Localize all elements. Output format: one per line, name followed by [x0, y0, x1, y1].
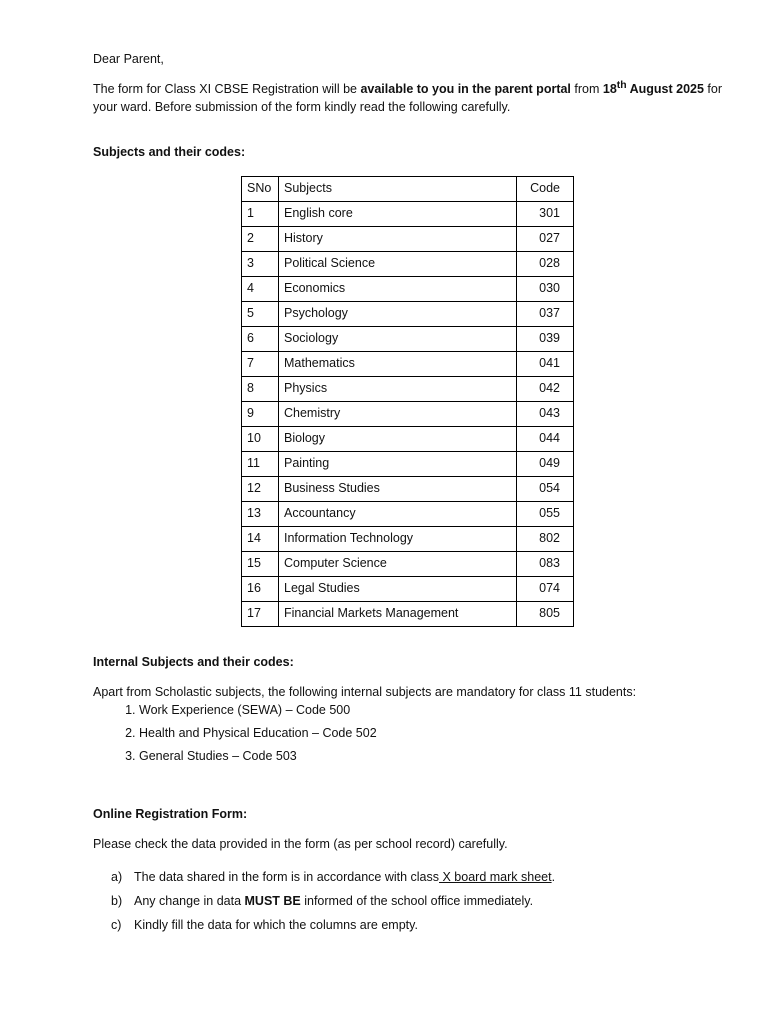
cell-code: 802 [517, 526, 574, 551]
cell-sno: 16 [242, 576, 279, 601]
cell-sno: 11 [242, 451, 279, 476]
intro-date [603, 82, 704, 96]
cell-sno: 10 [242, 426, 279, 451]
cell-code: 049 [517, 451, 574, 476]
table-row [242, 401, 574, 426]
greeting: Dear Parent, [93, 52, 164, 66]
table-row [242, 476, 574, 501]
list-item: 2. Health and Physical Education – Code 502 [139, 724, 733, 742]
cell-code: 055 [517, 501, 574, 526]
cell-subject: Economics [279, 276, 517, 301]
table-row [242, 451, 574, 476]
cell-subject: Biology [279, 426, 517, 451]
cell-code: 083 [517, 551, 574, 576]
list-item [111, 892, 733, 910]
letter-page [93, 50, 733, 940]
date-rest: August 2025 [626, 82, 704, 97]
column-header-subjects: Subjects [279, 176, 517, 201]
list-item [111, 868, 733, 886]
internal-subjects-list [93, 701, 733, 765]
list-text [134, 868, 555, 886]
cell-code: 044 [517, 426, 574, 451]
cell-code: 074 [517, 576, 574, 601]
internal-intro: Apart from Scholastic subjects, the following internal subjects are mandatory for class 11 students: [93, 684, 637, 699]
intro-text-3: for your ward. Before submission of the form kindly read the following carefully. [93, 82, 723, 115]
text-segment: . [551, 869, 556, 884]
table-row [242, 226, 574, 251]
table-row [242, 351, 574, 376]
cell-sno: 9 [242, 401, 279, 426]
cell-sno: 2 [242, 226, 279, 251]
cell-sno: 4 [242, 276, 279, 301]
cell-subject: Information Technology [279, 526, 517, 551]
online-form-heading: Online Registration Form: [93, 807, 248, 822]
cell-sno: 14 [242, 526, 279, 551]
date-suffix: th [616, 80, 627, 92]
list-item [111, 916, 733, 934]
cell-code: 042 [517, 376, 574, 401]
table-header-row [242, 176, 574, 201]
cell-sno: 6 [242, 326, 279, 351]
underlined-text: X board mark sheet [439, 869, 552, 884]
cell-sno: 13 [242, 501, 279, 526]
column-header-code: Code [517, 176, 574, 201]
list-text [134, 892, 533, 910]
online-form-intro: Please check the data provided in the form (as per school record) carefully. [93, 837, 508, 852]
online-form-checklist [93, 868, 733, 934]
list-item: 3. General Studies – Code 503 [139, 747, 733, 765]
cell-subject: Computer Science [279, 551, 517, 576]
table-row [242, 201, 574, 226]
table-row [242, 526, 574, 551]
list-item: 1. Work Experience (SEWA) – Code 500 [139, 701, 733, 719]
cell-subject: History [279, 226, 517, 251]
subjects-heading: Subjects and their codes: [93, 144, 246, 159]
table-row [242, 276, 574, 301]
internal-heading: Internal Subjects and their codes: [93, 654, 294, 669]
table-row [242, 251, 574, 276]
cell-subject: Legal Studies [279, 576, 517, 601]
subjects-table [241, 176, 574, 627]
list-text: Kindly fill the data for which the columns are empty. [134, 917, 418, 932]
date-day: 18 [602, 82, 617, 97]
list-marker: c) [111, 917, 122, 932]
cell-code: 301 [517, 201, 574, 226]
table-row [242, 601, 574, 626]
cell-sno: 7 [242, 351, 279, 376]
cell-subject: English core [279, 201, 517, 226]
cell-code: 039 [517, 326, 574, 351]
cell-code: 027 [517, 226, 574, 251]
table-row [242, 426, 574, 451]
cell-sno: 8 [242, 376, 279, 401]
subjects-table-body [242, 201, 574, 626]
cell-subject: Psychology [279, 301, 517, 326]
cell-subject: Business Studies [279, 476, 517, 501]
cell-subject: Physics [279, 376, 517, 401]
cell-code: 028 [517, 251, 574, 276]
cell-subject: Painting [279, 451, 517, 476]
table-row [242, 551, 574, 576]
cell-code: 041 [517, 351, 574, 376]
cell-code: 043 [517, 401, 574, 426]
cell-subject: Accountancy [279, 501, 517, 526]
table-row [242, 501, 574, 526]
text-segment: informed of the school office immediately. [300, 893, 534, 908]
cell-subject: Financial Markets Management [279, 601, 517, 626]
cell-code: 037 [517, 301, 574, 326]
list-marker: b) [111, 893, 123, 908]
table-row [242, 301, 574, 326]
table-row [242, 376, 574, 401]
column-header-sno: SNo [242, 176, 279, 201]
cell-sno: 5 [242, 301, 279, 326]
cell-subject: Sociology [279, 326, 517, 351]
text-segment: The data shared in the form is in accordance with class [134, 869, 440, 884]
table-row [242, 326, 574, 351]
list-marker: a) [111, 869, 123, 884]
intro-bold-portal: available to you in the parent portal [360, 82, 571, 97]
intro-text-2: from [570, 82, 603, 97]
cell-subject: Political Science [279, 251, 517, 276]
cell-sno: 12 [242, 476, 279, 501]
cell-code: 030 [517, 276, 574, 301]
cell-sno: 3 [242, 251, 279, 276]
cell-code: 805 [517, 601, 574, 626]
cell-subject: Mathematics [279, 351, 517, 376]
intro-paragraph [93, 78, 733, 116]
text-segment: Any change in data [134, 893, 245, 908]
table-row [242, 576, 574, 601]
cell-sno: 15 [242, 551, 279, 576]
cell-subject: Chemistry [279, 401, 517, 426]
cell-sno: 17 [242, 601, 279, 626]
cell-code: 054 [517, 476, 574, 501]
cell-sno: 1 [242, 201, 279, 226]
intro-text-1: The form for Class XI CBSE Registration will be [93, 82, 361, 97]
bold-text: MUST BE [244, 893, 301, 908]
